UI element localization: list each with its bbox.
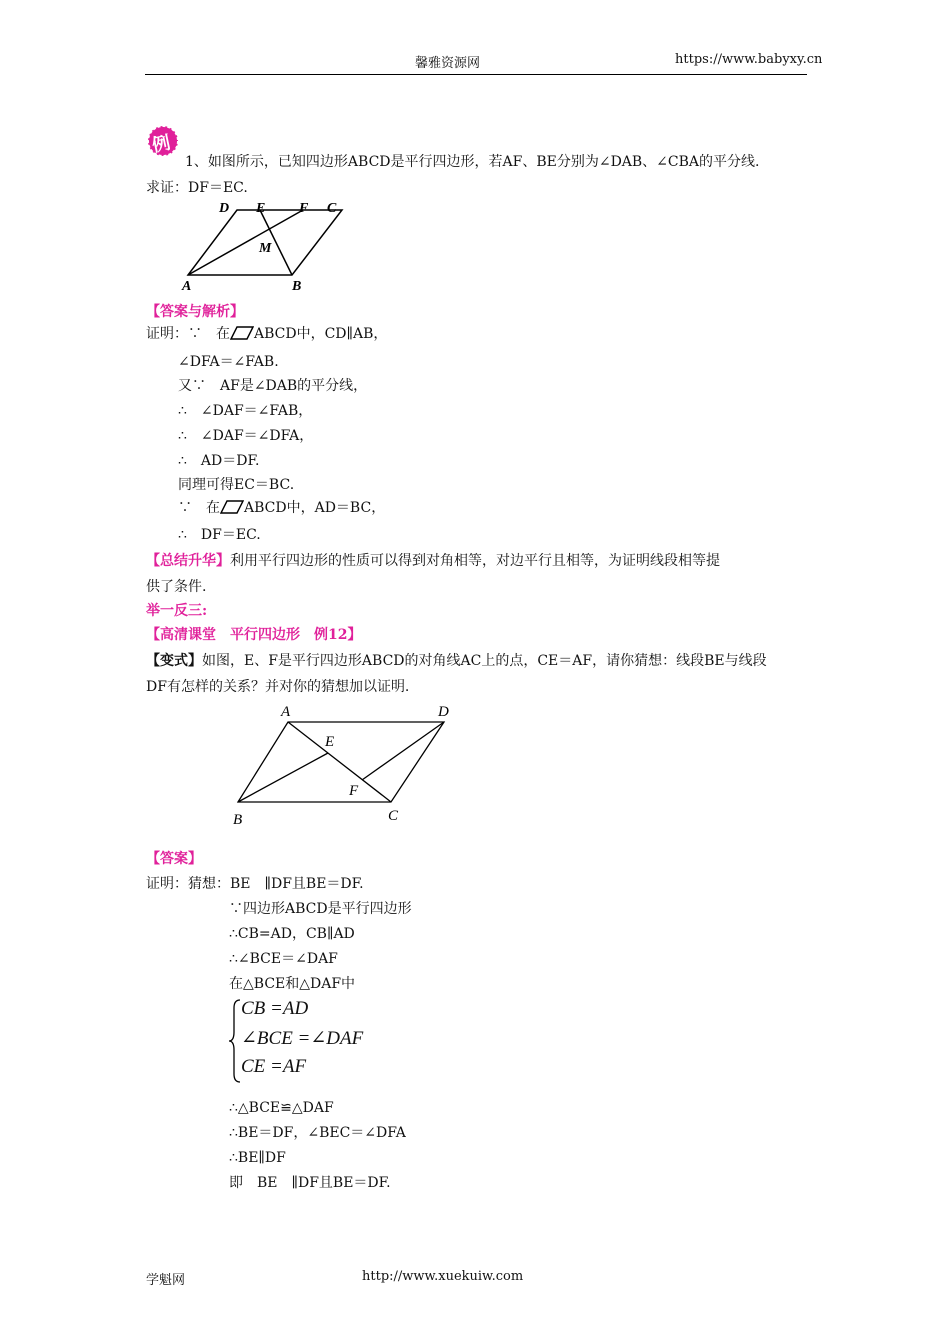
system-brace bbox=[228, 998, 242, 1084]
practice-variant-tag: 【变式】 bbox=[146, 653, 202, 669]
summary-line1 bbox=[146, 551, 720, 571]
fig1-label-C: C bbox=[327, 201, 337, 216]
answer1-title: 【答案与解析】 bbox=[146, 304, 244, 320]
answer2-line8: ∴BE∥DF bbox=[229, 1150, 286, 1166]
answer1-line1-a: 证明：∵ 在 bbox=[146, 326, 230, 342]
practice-line1 bbox=[146, 651, 767, 671]
answer1-line4: ∴ ∠DAF＝∠FAB， bbox=[178, 403, 313, 419]
fig2-label-E: E bbox=[325, 734, 335, 750]
fig2-label-B: B bbox=[233, 812, 243, 828]
answer2-line9: 即 BE ∥DF且BE＝DF. bbox=[229, 1175, 391, 1191]
example-badge-label: 例 bbox=[150, 132, 173, 157]
summary-text1: 利用平行四边形的性质可以得到对角相等，对边平行且相等，为证明线段相等提 bbox=[230, 553, 720, 569]
practice-text1: 如图，E、F是平行四边形ABCD的对角线AC上的点，CE＝AF，请你猜想：线段BE与线段 bbox=[202, 653, 767, 669]
parallelogram-icon bbox=[230, 326, 254, 340]
fig1-label-E: E bbox=[256, 201, 266, 216]
answer1-line8 bbox=[178, 498, 385, 518]
header-right: https://www.babyxy.cn bbox=[675, 52, 823, 67]
header-rule bbox=[145, 74, 807, 75]
header-center: 馨雅资源网 bbox=[415, 56, 481, 71]
practice-line2: DF有怎样的关系？并对你的猜想加以证明. bbox=[146, 679, 410, 695]
fig2-label-D: D bbox=[438, 704, 449, 720]
footer-left: 学魁网 bbox=[146, 1273, 186, 1288]
figure-2-parallelogram bbox=[225, 700, 465, 830]
fig2-label-C: C bbox=[388, 808, 399, 824]
practice-title: 举一反三: bbox=[146, 603, 208, 619]
answer1-line9: ∴ DF＝EC. bbox=[178, 527, 261, 543]
answer2-title: 【答案】 bbox=[146, 851, 202, 867]
answer2-line6: ∴△BCE≌△DAF bbox=[229, 1100, 334, 1116]
system-eq2: ∠BCE =∠DAF bbox=[241, 1028, 364, 1049]
answer1-line2: ∠DFA＝∠FAB. bbox=[178, 354, 279, 370]
answer1-line1 bbox=[146, 324, 387, 344]
answer1-line5: ∴ ∠DAF＝∠DFA， bbox=[178, 428, 314, 444]
answer2-line4: ∴∠BCE＝∠DAF bbox=[229, 951, 338, 967]
answer1-line3: 又∵ AF是∠DAB的平分线， bbox=[178, 378, 368, 394]
fig2-label-A: A bbox=[281, 704, 291, 720]
footer-center: http://www.xuekuiw.com bbox=[362, 1269, 524, 1284]
fig1-label-B: B bbox=[292, 279, 302, 294]
answer2-line1: 证明：猜想：BE ∥DF且BE＝DF. bbox=[146, 876, 364, 892]
practice-subtitle: 【高清课堂 平行四边形 例12】 bbox=[146, 627, 362, 643]
example1-line2: 求证：DF＝EC. bbox=[146, 180, 248, 196]
fig1-label-A: A bbox=[182, 279, 192, 294]
example1-line1: 1、如图所示，已知四边形ABCD是平行四边形，若AF、BE分别为∠DAB、∠CBA的平分线. bbox=[185, 154, 760, 170]
answer2-line7: ∴BE＝DF，∠BEC＝∠DFA bbox=[229, 1125, 406, 1141]
parallelogram-icon bbox=[220, 500, 244, 514]
fig1-label-F: F bbox=[299, 201, 309, 216]
summary-line2: 供了条件. bbox=[146, 579, 207, 595]
fig2-label-F: F bbox=[349, 783, 359, 799]
answer2-line3: ∴CB=AD，CB∥AD bbox=[229, 926, 355, 942]
answer2-line5: 在△BCE和△DAF中 bbox=[229, 976, 356, 992]
answer1-line8-b: ABCD中，AD＝BC， bbox=[244, 500, 386, 516]
fig1-label-M: M bbox=[259, 241, 272, 256]
answer1-line6: ∴ AD＝DF. bbox=[178, 453, 260, 469]
answer1-line8-a: ∵ 在 bbox=[178, 500, 220, 516]
figure-1-parallelogram bbox=[180, 198, 370, 298]
fig1-label-D: D bbox=[219, 201, 230, 216]
answer1-line7: 同理可得EC＝BC. bbox=[178, 477, 295, 493]
answer2-line2: ∵四边形ABCD是平行四边形 bbox=[229, 901, 412, 917]
answer1-line1-b: ABCD中，CD∥AB， bbox=[254, 326, 388, 342]
system-eq3: CE =AF bbox=[241, 1056, 307, 1077]
summary-title: 【总结升华】 bbox=[146, 553, 230, 569]
system-eq1: CB =AD bbox=[241, 998, 309, 1019]
example-badge bbox=[146, 124, 180, 158]
